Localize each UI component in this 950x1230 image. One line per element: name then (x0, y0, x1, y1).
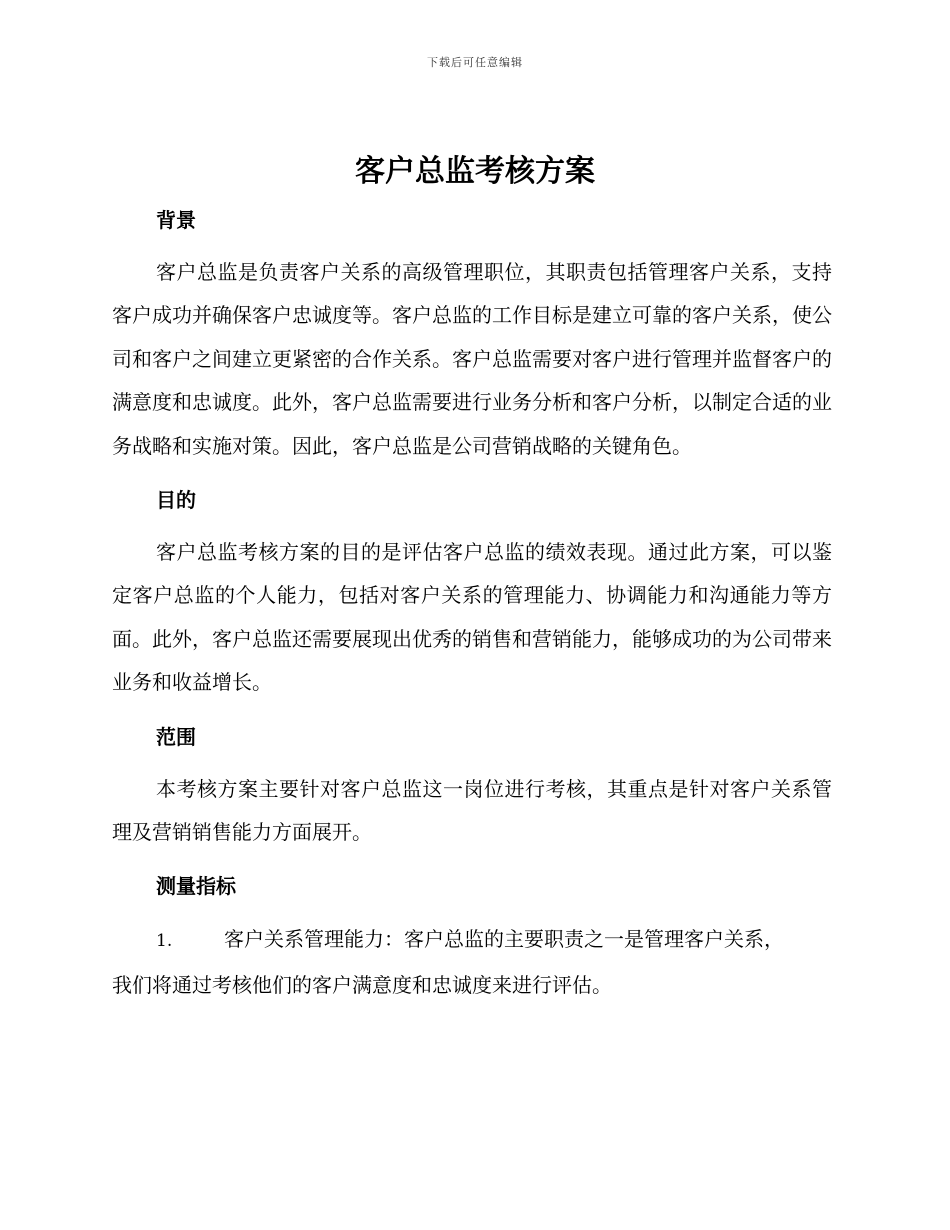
section-heading-scope: 范围 (156, 724, 196, 749)
page-header-note: 下载后可任意编辑 (427, 56, 523, 69)
section-paragraph-background: 客户总监是负责客户关系的高级管理职位，其职责包括管理客户关系，支持客户成功并确保客户忠诚度等。客户总监的工作目标是建立可靠的客户关系，使公司和客户之间建立更紧密的合作关系。客户总监需要对客户进行管理并监督客户的满意度和忠诚度。此外，客户总监需要进行业务分析和客户分析，以制定合适的业务战略和实施对策。因此，客户总监是公司营销战略的关键角色。 (112, 260, 832, 458)
document-title: 客户总监考核方案 (355, 154, 595, 189)
list-item-continuation: 我们将通过考核他们的客户满意度和忠诚度来进行评估。 (112, 972, 612, 997)
section-heading-background: 背景 (156, 208, 196, 232)
list-item-number: 1. (156, 931, 173, 952)
section-paragraph-scope: 本考核方案主要针对客户总监这一岗位进行考核，其重点是针对客户关系管理及营销销售能力方面展开。 (112, 776, 832, 845)
list-item-first-line: 客户关系管理能力：客户总监的主要职责之一是管理客户关系， (224, 927, 784, 952)
list-item (112, 918, 832, 1007)
section-heading-metrics: 测量指标 (156, 874, 236, 899)
document-body (112, 200, 832, 1007)
section-heading-purpose: 目的 (156, 488, 196, 513)
section-paragraph-purpose: 客户总监考核方案的目的是评估客户总监的绩效表现。通过此方案，可以鉴定客户总监的个人能力，包括对客户关系的管理能力、协调能力和沟通能力等方面。此外，客户总监还需要展现出优秀的销售和营销能力，能够成功的为公司带来业务和收益增长。 (112, 540, 832, 695)
